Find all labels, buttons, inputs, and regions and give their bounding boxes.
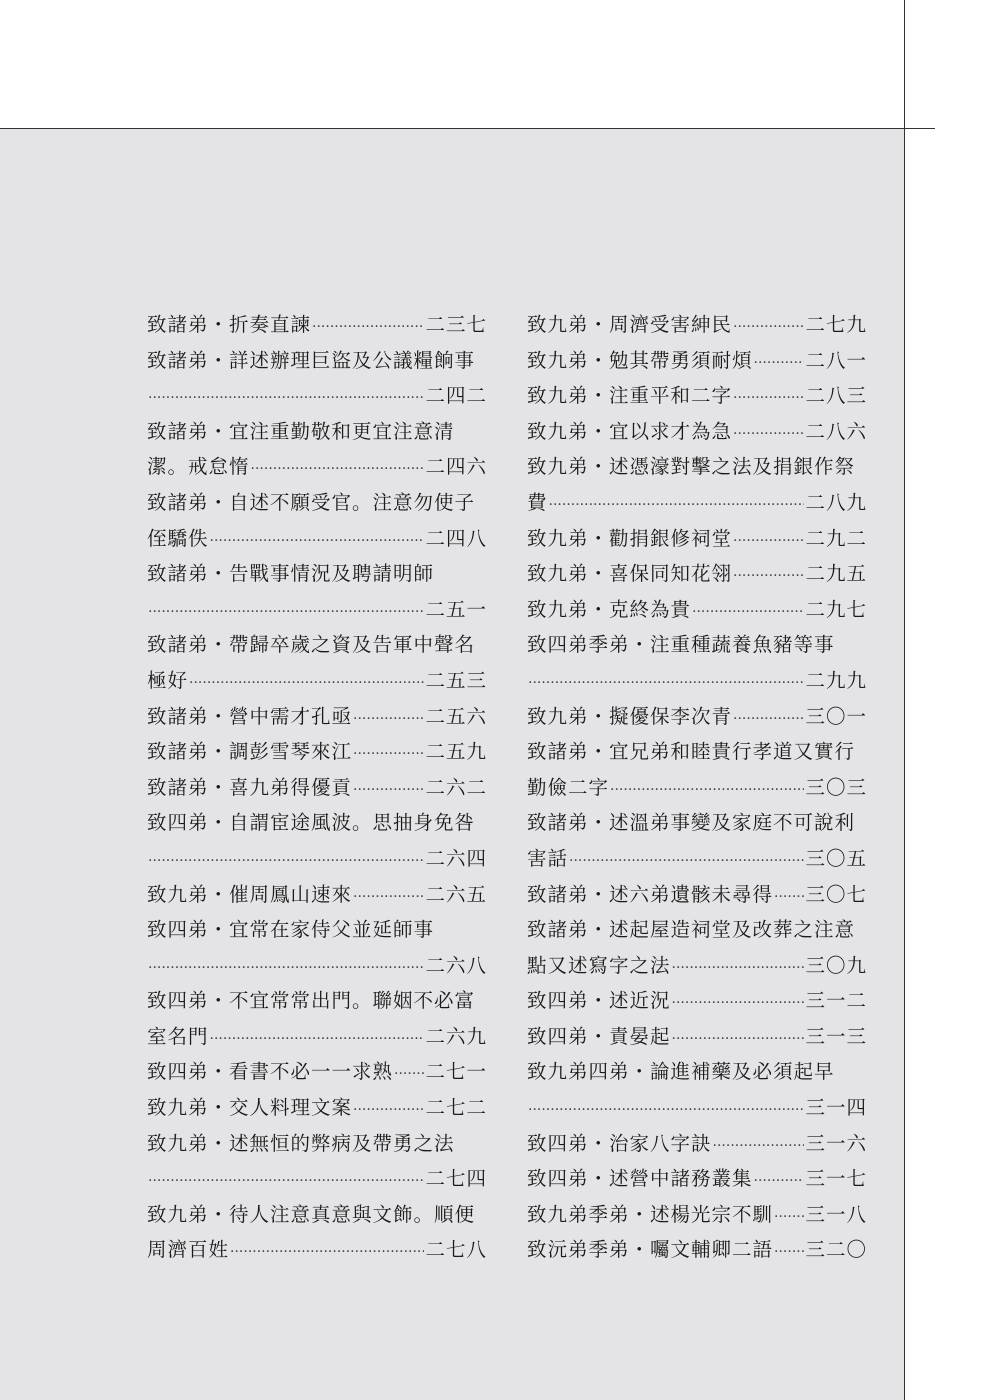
dot-leader: [774, 1235, 804, 1271]
dot-leader: [754, 1164, 805, 1200]
toc-entry-line: [527, 877, 867, 913]
toc-entry-line: [147, 734, 487, 770]
toc-entry-line: [147, 307, 487, 343]
toc-page-number: 三一四: [805, 1096, 867, 1120]
toc-entry: [527, 627, 867, 698]
dot-leader: [733, 310, 804, 346]
toc-entry-line: [527, 948, 867, 984]
toc-entry-title: 致諸弟・詳述辦理巨盜及公議糧餉事: [147, 348, 476, 372]
toc-page-number: 二七八: [425, 1238, 487, 1262]
toc-page-number: 二六八: [425, 953, 487, 977]
toc-page-number: 三〇一: [805, 704, 867, 728]
toc-entry-title: 致四弟・不宜常常出門。聯姻不必富: [147, 989, 476, 1013]
toc-entry-line: [147, 592, 487, 628]
dot-leader: [148, 595, 424, 631]
toc-entry: [147, 734, 487, 770]
toc-entry-title: 致九弟・喜保同知花翎: [527, 562, 733, 586]
toc-entry: [527, 699, 867, 735]
toc-entry-title: 致四弟・述近況: [527, 989, 671, 1013]
toc-entry-title: 致四弟季弟・注重種蔬養魚豬等事: [527, 633, 835, 657]
dot-leader: [251, 452, 425, 488]
toc-entry: [147, 627, 487, 698]
dot-leader: [353, 1093, 424, 1129]
toc-entry-line: [147, 343, 487, 379]
toc-page-number: 二四二: [425, 384, 487, 408]
toc-page-number: 二六九: [425, 1024, 487, 1048]
toc-entry-title: 致九弟・勸捐銀修祠堂: [527, 526, 733, 550]
toc-entry-title: 致九弟・待人注意真意與文飾。順便: [147, 1202, 476, 1226]
dot-leader: [733, 559, 804, 595]
toc-entry-line: [147, 983, 487, 1019]
toc-entry-title: 侄驕佚: [147, 526, 209, 550]
toc-entry: [527, 983, 867, 1019]
toc-entry-title: 致四弟・自謂宦途風波。思抽身免咎: [147, 811, 476, 835]
dot-leader: [692, 595, 804, 631]
toc-entry-line: [527, 841, 867, 877]
toc-page-number: 二七九: [805, 313, 867, 336]
toc-entry: [527, 521, 867, 557]
toc-page-number: 二六四: [425, 846, 487, 870]
toc-entry-title: 致諸弟・營中需才孔亟: [147, 704, 353, 728]
toc-entry: [147, 414, 487, 485]
dot-leader: [713, 1129, 805, 1165]
toc-entry-line: [147, 485, 487, 521]
toc-page-number: 二六二: [425, 775, 487, 799]
toc-page-number: 二五一: [425, 597, 487, 621]
dot-leader: [353, 737, 424, 773]
toc-entry-line: [527, 983, 867, 1019]
toc-entry-title: 致九弟・述憑濠對擊之法及捐銀作祭: [527, 455, 856, 479]
toc-entry: [147, 699, 487, 735]
toc-entry: [147, 877, 487, 913]
toc-page-number: 二七二: [425, 1096, 487, 1120]
toc-entry: [527, 1197, 867, 1233]
toc-entry: [147, 983, 487, 1054]
toc-entry-line: [527, 734, 867, 770]
toc-entry: [527, 1054, 867, 1125]
toc-entry-line: [527, 1197, 867, 1233]
toc-entry-line: [527, 627, 867, 663]
toc-entry: [527, 556, 867, 592]
toc-page-number: 二八三: [805, 384, 867, 408]
dot-leader: [774, 1200, 804, 1236]
toc-entry-line: [147, 556, 487, 592]
dot-leader: [774, 880, 804, 916]
toc-entry-title: 致四弟・述營中諸務叢集: [527, 1167, 753, 1191]
dot-leader: [672, 951, 805, 987]
dot-leader: [733, 417, 804, 453]
toc-entry-title: 致九弟季弟・述楊光宗不馴: [527, 1202, 774, 1226]
toc-entry-line: [147, 1197, 487, 1233]
toc-entry-line: [527, 1019, 867, 1055]
toc-entry-title: 致九弟・述無恒的弊病及帶勇之法: [147, 1131, 455, 1155]
toc-page-number: 三一七: [805, 1167, 867, 1191]
dot-leader: [148, 951, 424, 987]
toc-entry: [527, 592, 867, 628]
toc-entry-line: [527, 1232, 867, 1268]
toc-entry-line: [147, 1090, 487, 1126]
toc-entry-title: 致諸弟・自述不願受官。注意勿使子: [147, 490, 476, 514]
toc-entry-line: [147, 770, 487, 806]
toc-entry-title: 致四弟・責晏起: [527, 1024, 671, 1048]
toc-entry-line: [527, 805, 867, 841]
dot-leader: [353, 702, 424, 738]
toc-entry-title: 致四弟・看書不必一一求熟: [147, 1060, 394, 1084]
toc-entry-title: 致九弟・擬優保李次青: [527, 704, 733, 728]
toc-entry-line: [147, 1019, 487, 1055]
toc-entry-line: [147, 1126, 487, 1162]
dot-leader: [610, 773, 804, 809]
toc-page-number: 二三七: [425, 313, 487, 336]
toc-entry: [147, 1197, 487, 1268]
toc-entry-line: [147, 663, 487, 699]
toc-entry: [527, 734, 867, 805]
toc-entry-line: [527, 1161, 867, 1197]
toc-entry: [527, 343, 867, 379]
toc-entry-title: 致諸弟・述六弟遺骸未尋得: [527, 882, 774, 906]
toc-entry-title: 致四弟・治家八字訣: [527, 1131, 712, 1155]
toc-entry-title: 害話: [527, 846, 569, 870]
toc-entry-title: 致諸弟・折奏直諫: [147, 313, 312, 336]
toc-entry-title: 致九弟・催周鳳山速來: [147, 882, 353, 906]
toc-entry: [527, 378, 867, 414]
toc-entry-line: [147, 1161, 487, 1197]
dot-leader: [353, 880, 424, 916]
toc-entry-line: [147, 378, 487, 414]
toc-entry-line: [147, 877, 487, 913]
toc-entry-line: [527, 307, 867, 343]
toc-entry-title: 致諸弟・宜兄弟和睦貴行孝道又實行: [527, 740, 856, 764]
toc-entry-title: 周濟百姓: [147, 1238, 230, 1262]
dot-leader: [189, 666, 424, 702]
dot-leader: [528, 1093, 804, 1129]
toc-entry-line: [527, 592, 867, 628]
toc-entry-line: [527, 414, 867, 450]
toc-entry: [527, 877, 867, 913]
dot-leader: [353, 773, 424, 809]
dot-leader: [148, 1164, 424, 1200]
toc-page-number: 二七四: [425, 1167, 487, 1191]
toc-entry-line: [527, 378, 867, 414]
toc-entry-line: [527, 770, 867, 806]
toc-left-column: [147, 307, 487, 1268]
toc-page-number: 三〇九: [805, 953, 867, 977]
toc-entry-title: 致九弟・交人料理文案: [147, 1096, 353, 1120]
toc-entry-title: 極好: [147, 668, 189, 692]
toc-entry-line: [147, 521, 487, 557]
toc-page-number: 三〇五: [805, 846, 867, 870]
toc-entry: [527, 912, 867, 983]
toc-page-number: 二八一: [805, 348, 867, 372]
toc-entry-line: [147, 1054, 487, 1090]
toc-entry-title: 致諸弟・述起屋造祠堂及改葬之注意: [527, 918, 856, 942]
dot-leader: [672, 986, 805, 1022]
toc-entry-title: 致九弟・注重平和二字: [527, 384, 733, 408]
toc-entry-title: 致諸弟・喜九弟得優貢: [147, 775, 353, 799]
toc-entry-line: [527, 1126, 867, 1162]
toc-page-number: 二八六: [805, 419, 867, 443]
toc-entry-line: [147, 805, 487, 841]
toc-page-number: 二四八: [425, 526, 487, 550]
toc-page-number: 二五六: [425, 704, 487, 728]
toc-entry: [527, 1126, 867, 1162]
toc-entry-title: 致九弟四弟・論進補藥及必須起早: [527, 1060, 835, 1084]
toc-entry: [147, 1126, 487, 1197]
toc-entry: [147, 805, 487, 876]
toc-page-number: 三〇七: [805, 882, 867, 906]
toc-entry-line: [527, 556, 867, 592]
toc-entry-title: 致諸弟・宜注重勤敬和更宜注意清: [147, 419, 455, 443]
toc-entry: [147, 343, 487, 414]
toc-entry-line: [527, 663, 867, 699]
toc-page-number: 二八九: [805, 490, 867, 514]
toc-entry: [527, 449, 867, 520]
toc-entry-line: [147, 449, 487, 485]
toc-page-number: 二九七: [805, 597, 867, 621]
toc-entry-line: [527, 449, 867, 485]
toc-entry-line: [147, 627, 487, 663]
toc-entry-line: [527, 485, 867, 521]
top-horizontal-rule: [0, 128, 935, 129]
toc-page-number: 二九二: [805, 526, 867, 550]
toc-entry-title: 潔。戒怠惰: [147, 455, 250, 479]
toc-entry: [147, 485, 487, 556]
toc-page-number: 三一八: [805, 1202, 867, 1226]
toc-page-number: 三一六: [805, 1131, 867, 1155]
toc-page-number: 二七一: [425, 1060, 487, 1084]
toc-page-number: 二五三: [425, 668, 487, 692]
toc-page-number: 三一三: [805, 1024, 867, 1048]
toc-entry-line: [147, 912, 487, 948]
toc-entry: [147, 912, 487, 983]
toc-entry: [527, 1019, 867, 1055]
toc-page-number: 三〇三: [805, 775, 867, 799]
toc-entry-line: [527, 912, 867, 948]
toc-entry: [147, 770, 487, 806]
toc-entry-title: 致沅弟季弟・囑文輔卿二語: [527, 1238, 774, 1262]
toc-entry-title: 致諸弟・帶歸卒歲之資及告軍中聲名: [147, 633, 476, 657]
toc-entry: [147, 556, 487, 627]
toc-entry: [527, 307, 867, 343]
toc-entry-line: [527, 1090, 867, 1126]
toc-entry-title: 致諸弟・述溫弟事變及家庭不可說利: [527, 811, 856, 835]
toc-entry-line: [147, 414, 487, 450]
toc-entry: [527, 805, 867, 876]
toc-entry-title: 致諸弟・調彭雪琴來江: [147, 740, 353, 764]
toc-entry-line: [147, 699, 487, 735]
toc-page-number: 二五九: [425, 740, 487, 764]
toc-page-number: 二九九: [805, 668, 867, 692]
toc-entry-line: [147, 948, 487, 984]
dot-leader: [394, 1057, 424, 1093]
toc-entry-line: [147, 841, 487, 877]
toc-page-number: 三二〇: [805, 1238, 867, 1262]
dot-leader: [754, 346, 805, 382]
dot-leader: [549, 488, 805, 524]
dot-leader: [148, 844, 424, 880]
dot-leader: [210, 524, 425, 560]
right-vertical-rule: [904, 0, 905, 1400]
dot-leader: [528, 666, 804, 702]
toc-entry-title: 勤儉二字: [527, 775, 610, 799]
dot-leader: [672, 1022, 805, 1058]
toc-entry-title: 室名門: [147, 1024, 209, 1048]
dot-leader: [733, 524, 804, 560]
toc-entry: [147, 1054, 487, 1090]
toc-page-number: 三一二: [805, 989, 867, 1013]
toc-entry-title: 致四弟・宜常在家侍父並延師事: [147, 918, 435, 942]
dot-leader: [148, 381, 424, 417]
toc-entry: [527, 1232, 867, 1268]
toc-entry-title: 點又述寫字之法: [527, 953, 671, 977]
toc-entry-title: 費: [527, 490, 548, 514]
dot-leader: [312, 310, 424, 346]
toc-entry-title: 致諸弟・告戰事情況及聘請明師: [147, 562, 435, 586]
dot-leader: [210, 1022, 425, 1058]
toc-entry-title: 致九弟・克終為貴: [527, 597, 692, 621]
toc-entry-line: [527, 699, 867, 735]
toc-entry: [147, 307, 487, 343]
toc-right-column: [527, 307, 867, 1268]
toc-entry-title: 致九弟・周濟受害紳民: [527, 313, 733, 336]
toc-entry: [147, 1090, 487, 1126]
toc-page-number: 二九五: [805, 562, 867, 586]
dot-leader: [733, 702, 804, 738]
toc-entry: [527, 414, 867, 450]
toc-entry-title: 致九弟・宜以求才為急: [527, 419, 733, 443]
toc-page-number: 二四六: [425, 455, 487, 479]
toc-entry-line: [527, 343, 867, 379]
dot-leader: [569, 844, 804, 880]
toc-entry-line: [527, 521, 867, 557]
toc-entry-line: [527, 1054, 867, 1090]
dot-leader: [230, 1235, 424, 1271]
dot-leader: [733, 381, 804, 417]
toc-entry: [527, 1161, 867, 1197]
toc-entry-title: 致九弟・勉其帶勇須耐煩: [527, 348, 753, 372]
toc-entry-line: [147, 1232, 487, 1268]
toc-page-number: 二六五: [425, 882, 487, 906]
